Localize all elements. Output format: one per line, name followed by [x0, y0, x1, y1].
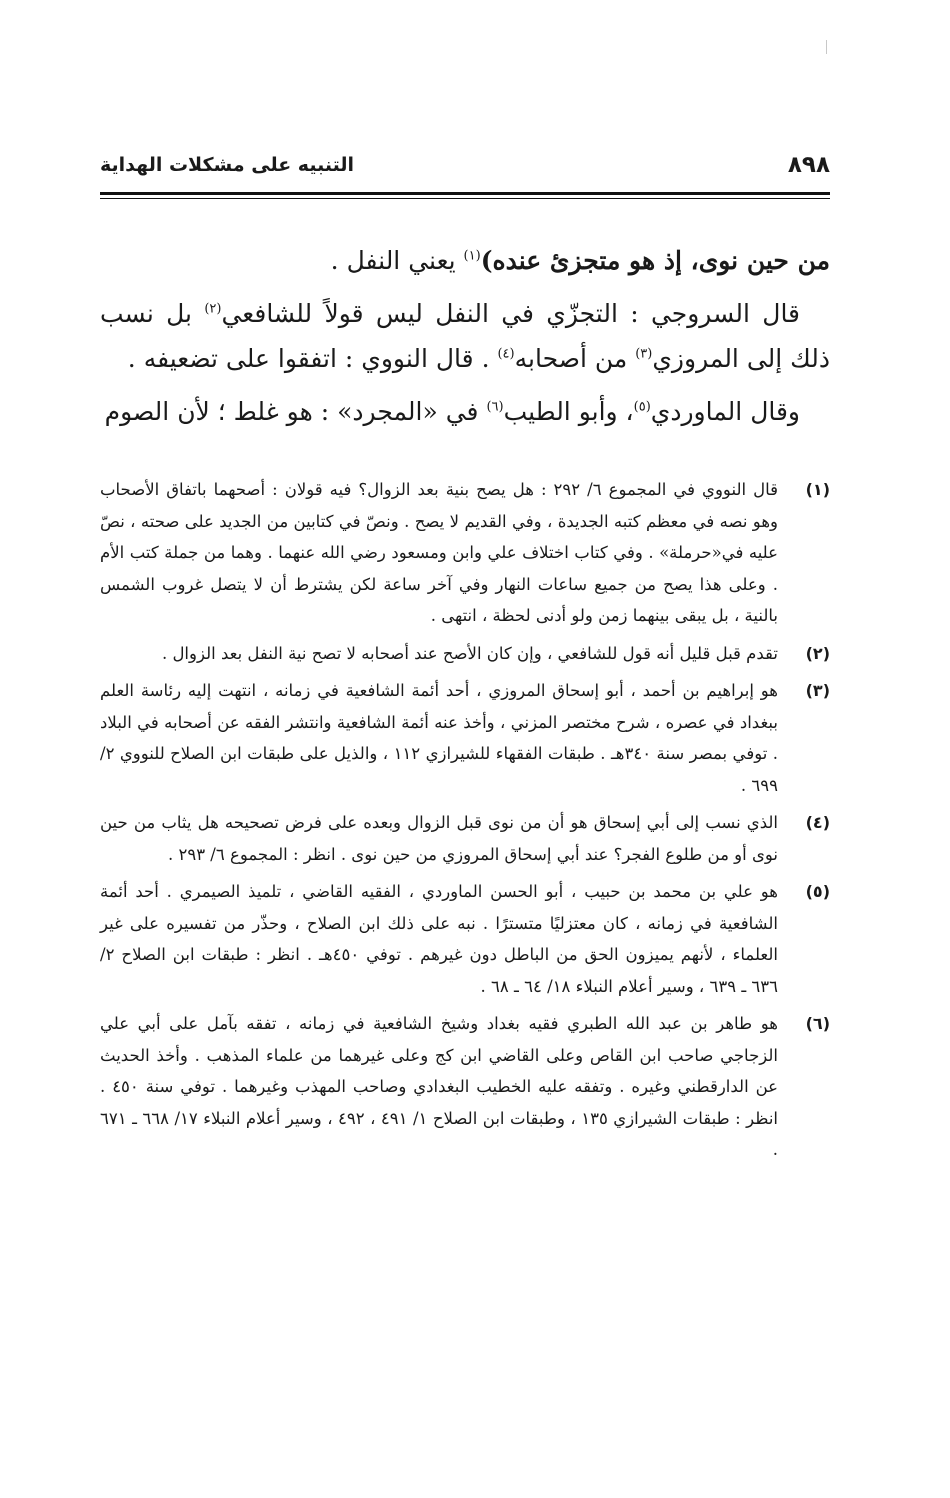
footnote-5: [100, 876, 830, 1002]
running-head: [100, 152, 830, 186]
footnote-1: [100, 474, 830, 632]
footnote-text: هو طاهر بن عبد الله الطبري فقيه بغداد وشيخ الشافعية في زمانه ، تفقه بآمل على أبي علي الزجاجي صاحب ابن القاص وعلى القاضي ابن كج وعلى غيرهما من علماء المذهب . وأخذ الحديث عن الدارقطني وغيره . وتفقه عليه الخطيب البغدادي وصاحب المهذب وغيرهما . توفي سنة ٤٥٠ . انظر : طبقات الشيرازي ١٣٥ ، وطبقات ابن الصلاح ١/ ٤٩١ ، ٤٩٢ ، وسير أعلام النبلاء ١٧/ ٦٦٨ ـ ٦٧١ .: [100, 1014, 778, 1159]
main-text: [100, 238, 830, 442]
page-number: ٨٩٨: [787, 152, 830, 178]
header-rule-thick: [100, 192, 830, 195]
footnote-text: تقدم قبل قليل أنه قول للشافعي ، وإن كان الأصح عند أصحابه لا تصح نية النفل بعد الزوال .: [161, 643, 778, 663]
footnote-number: (٤): [805, 813, 830, 832]
footnote-number: (٦): [805, 1014, 830, 1033]
footnote-ref-2: (٢): [204, 301, 222, 317]
book-title: التنبيه على مشكلات الهداية: [100, 154, 354, 176]
paragraph-text: . قال النووي : اتفقوا على تضعيفه .: [127, 344, 498, 373]
footnote-3: [100, 675, 830, 801]
paragraph-text: من أصحابه: [514, 344, 636, 373]
main-paragraph-3: [100, 389, 830, 434]
footnote-ref-5: (٥): [633, 399, 651, 415]
footnote-ref-1: (١): [463, 248, 481, 264]
footnote-4: [100, 807, 830, 870]
footnote-text: الذي نسب إلى أبي إسحاق هو أن من نوى قبل الزوال وبعده على فرض تصحيحه هل يثاب من حين نوى أو من طلوع الفجر؟ عند أبي إسحاق المروزي من حين نوى . انظر : المجموع ٦/ ٢٩٣ .: [100, 813, 778, 864]
footnote-number: (٥): [805, 882, 830, 901]
paragraph-text: بل نسب ذلك إلى المروزي: [100, 299, 830, 373]
footnote-text: هو إبراهيم بن أحمد ، أبو إسحاق المروزي ، أحد أئمة الشافعية في زمانه ، انتهت إليه رئاسة العلم ببغداد في عصره ، شرح مختصر المزني ، وأخذ عنه أئمة الشافعية وانتشر الفقه عن أصحابه في البلاد . توفي بمصر سنة ٣٤٠هـ . طبقات الفقهاء للشيرازي ١١٢ ، والذيل على طبقات ابن الصلاح للنووي ٢/ ٦٩٩ .: [100, 681, 778, 795]
quoted-text: من حين نوى، إذ هو متجزئ عنده): [480, 246, 830, 275]
footnote-ref-3: (٣): [635, 346, 653, 362]
paragraph-text: في «المجرد» : هو غلط ؛ لأن الصوم: [104, 397, 487, 426]
footnote-number: (٣): [805, 681, 830, 700]
footnote-text: قال النووي في المجموع ٦/ ٢٩٢ : هل يصح بنية بعد الزوال؟ فيه قولان : أصحهما باتفاق الأصحاب وهو نصه في معظم كتبه الجديدة ، وفي القديم لا يصح . ونصّ في كتابين من الجديد على صحته ، نصّ عليه في«حرملة» . وفي كتاب اختلاف علي وابن ومسعود رضي الله عنهما . وهما من جملة كتب الأم . وعلى هذا يصح من جميع ساعات النهار وفي آخر ساعة لكن يشترط أن لا يتصل غروب الشمس بالنية ، بل يبقى بينهما زمن ولو أدنى لحظة ، انتهى .: [100, 480, 778, 625]
footnote-2: [100, 638, 830, 670]
paragraph-text: يعني النفل .: [330, 246, 464, 275]
footnote-6: [100, 1008, 830, 1166]
footnote-number: (١): [805, 480, 830, 499]
margin-tick-mark: [826, 40, 827, 54]
footnote-number: (٢): [805, 643, 830, 663]
main-paragraph-1: [100, 238, 830, 283]
paragraph-text: وقال الماوردي: [650, 397, 800, 426]
footnote-text: هو علي بن محمد بن حبيب ، أبو الحسن الماوردي ، الفقيه القاضي ، تلميذ الصيمري . أحد أئمة الشافعية في زمانه ، كان معتزليًا متسترًا . نبه على ذلك ابن الصلاح ، وحذّر من تفسيره على غير العلماء ، لأنهم يميزون الحق من الباطل دون غيرهم . توفي ٤٥٠هـ . انظر : طبقات ابن الصلاح ٢/ ٦٣٦ ـ ٦٣٩ ، وسير أعلام النبلاء ١٨/ ٦٤ ـ ٦٨ .: [100, 882, 779, 996]
footnote-ref-6: (٦): [486, 399, 504, 415]
paragraph-text: ، وأبو الطيب: [503, 397, 634, 426]
footnote-ref-4: (٤): [497, 346, 515, 362]
footnotes: [100, 474, 830, 1172]
main-paragraph-2: [100, 291, 830, 381]
paragraph-text: قال السروجي : التجزّي في النفل ليس قولاً للشافعي: [221, 299, 801, 328]
header-rule-thin: [100, 198, 830, 199]
